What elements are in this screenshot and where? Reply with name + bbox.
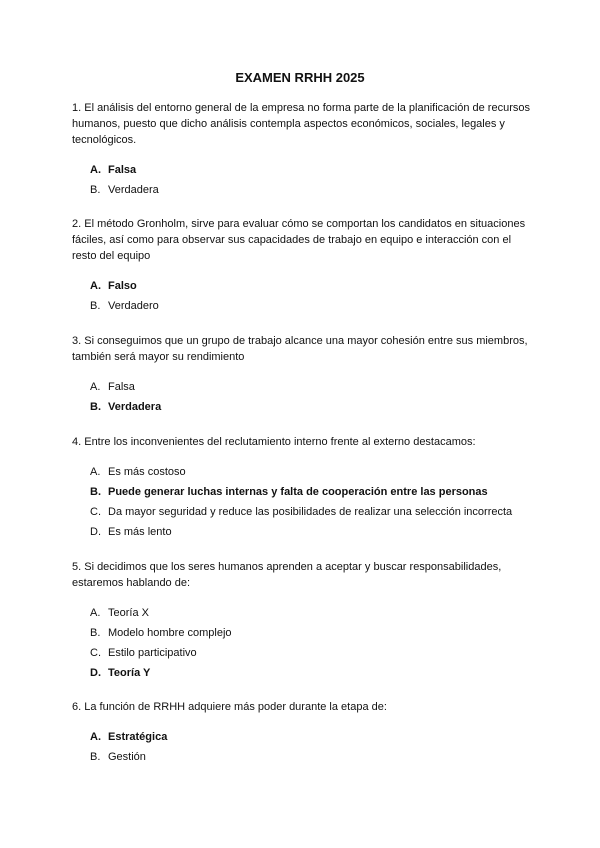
option-c	[72, 502, 532, 522]
option-b	[72, 747, 532, 767]
option-letter: D.	[90, 667, 101, 679]
option-letter: B.	[90, 300, 101, 312]
option-label: Modelo hombre complejo	[108, 627, 232, 639]
option-label: Puede generar luchas internas y falta de cooperación entre las personas	[108, 486, 488, 498]
option-b	[72, 482, 532, 502]
option-d	[72, 663, 532, 683]
option-label: Teoría Y	[108, 667, 151, 679]
options-list	[72, 377, 532, 417]
question-text: 2. El método Gronholm, sirve para evaluar cómo se comportan los candidatos en situaciones fáciles, así como para observar sus capacidades de trabajo en equipo e interacción con el resto del equipo	[72, 218, 526, 262]
option-label: Verdadera	[108, 401, 162, 413]
option-letter: B.	[90, 184, 101, 196]
option-label: Estilo participativo	[108, 647, 197, 659]
option-b	[72, 180, 532, 200]
option-letter: B.	[90, 401, 101, 413]
option-label: Falso	[108, 280, 137, 292]
option-a	[72, 377, 532, 397]
option-d	[72, 522, 532, 542]
option-label: Verdadero	[108, 300, 159, 312]
question-text: 1. El análisis del entorno general de la empresa no forma parte de la planificación de recursos humanos, puesto que dicho análisis contempla aspectos económicos, sociales, legales y tecnológicos.	[72, 102, 530, 146]
option-a	[72, 160, 532, 180]
options-list	[72, 462, 532, 542]
option-a	[72, 603, 532, 623]
option-label: Verdadera	[108, 184, 159, 196]
option-b	[72, 623, 532, 643]
option-a	[72, 276, 532, 296]
question-2	[72, 216, 532, 316]
option-label: Falsa	[108, 381, 135, 393]
option-label: Da mayor seguridad y reduce las posibilidades de realizar una selección incorrecta	[108, 506, 513, 518]
option-b	[72, 296, 532, 316]
option-a	[72, 462, 532, 482]
option-label: Falsa	[108, 164, 137, 176]
question-text: 3. Si conseguimos que un grupo de trabajo alcance una mayor cohesión entre sus miembros, también será mayor su rendimiento	[72, 335, 528, 363]
question-text: 5. Si decidimos que los seres humanos aprenden a aceptar y buscar responsabilidades, estaremos hablando de:	[72, 561, 502, 589]
question-1	[72, 100, 532, 200]
page-title: EXAMEN RRHH 2025	[235, 70, 365, 85]
option-label: Es más costoso	[108, 466, 186, 478]
question-text: 4. Entre los inconvenientes del reclutamiento interno frente al externo destacamos:	[72, 436, 476, 448]
option-label: Gestión	[108, 751, 146, 763]
option-b	[72, 397, 532, 417]
question-6	[72, 699, 532, 767]
option-letter: A.	[90, 607, 101, 619]
option-c	[72, 643, 532, 663]
question-5	[72, 559, 532, 683]
option-letter: B.	[90, 751, 101, 763]
option-letter: A.	[90, 164, 101, 176]
option-label: Teoría X	[108, 607, 149, 619]
options-list	[72, 276, 532, 316]
option-letter: D.	[90, 526, 101, 538]
options-list	[72, 160, 532, 200]
option-letter: A.	[90, 731, 101, 743]
options-list	[72, 603, 532, 683]
question-text: 6. La función de RRHH adquiere más poder durante la etapa de:	[72, 701, 387, 713]
question-4	[72, 434, 532, 542]
option-a	[72, 727, 532, 747]
option-label: Estratégica	[108, 731, 168, 743]
options-list	[72, 727, 532, 767]
option-letter: B.	[90, 486, 101, 498]
option-letter: C.	[90, 647, 101, 659]
option-letter: C.	[90, 506, 101, 518]
option-letter: A.	[90, 466, 101, 478]
option-letter: A.	[90, 280, 101, 292]
option-letter: A.	[90, 381, 101, 393]
option-letter: B.	[90, 627, 101, 639]
option-label: Es más lento	[108, 526, 172, 538]
question-3	[72, 333, 532, 417]
